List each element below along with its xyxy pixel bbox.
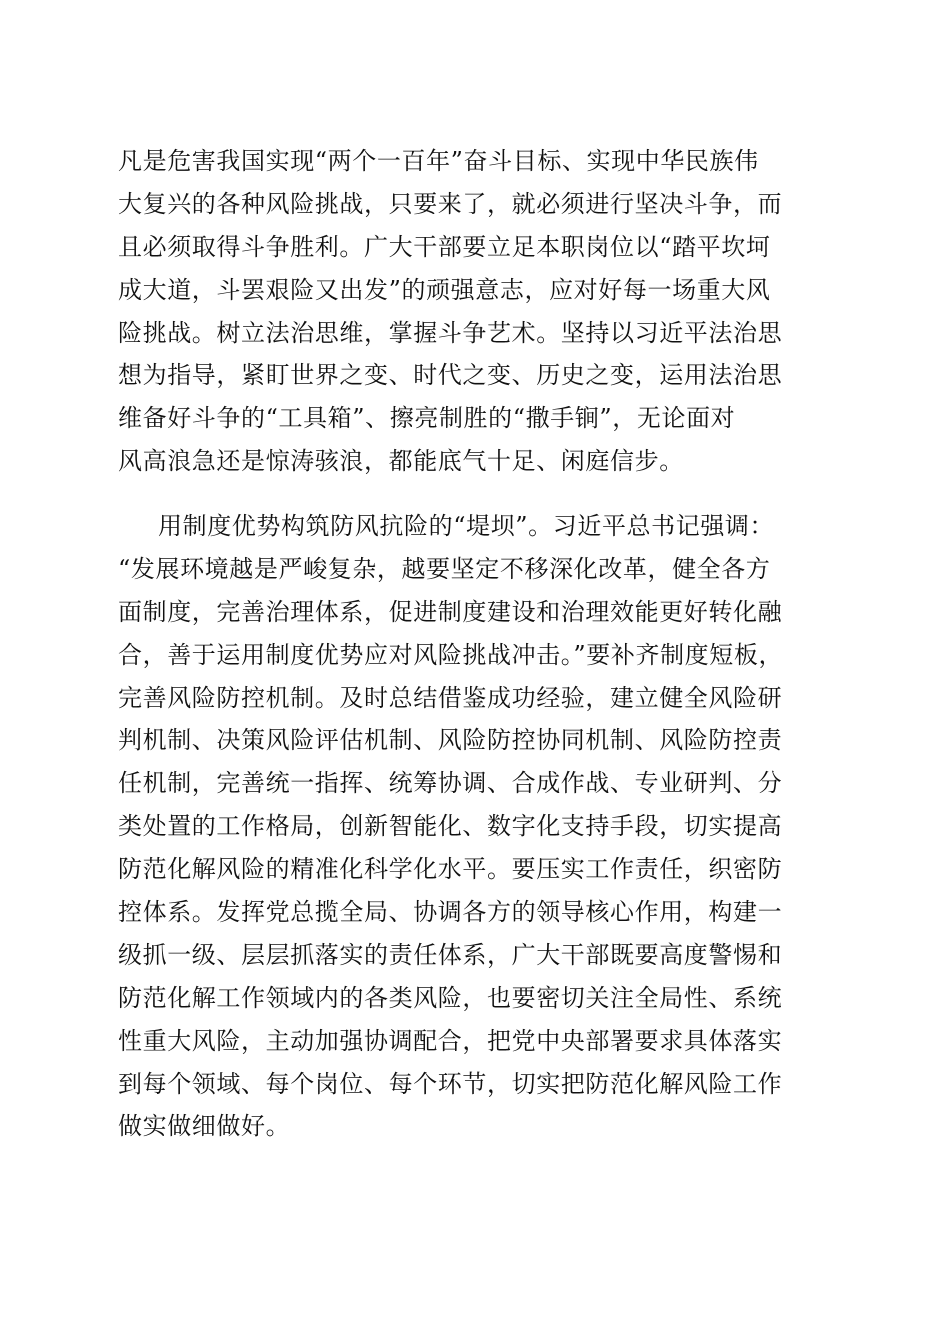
- text-line: 成大道，斗罢艰险又出发”的顽强意志，应对好每一场重大风: [118, 275, 771, 304]
- text-line: 控体系。发挥党总揽全局、协调各方的领导核心作用，构建一: [118, 898, 783, 927]
- text-line: 类处置的工作格局，创新智能化、数字化支持手段，切实提高: [118, 812, 783, 841]
- text-line: 风高浪急还是惊涛骇浪，都能底气十足、闲庭信步。: [118, 447, 684, 476]
- text-line: 面制度，完善治理体系，促进制度建设和治理效能更好转化融: [118, 597, 783, 626]
- paragraph-heading-line: 用制度优势构筑防风抗险的“堤坝”。习近平总书记强调：: [158, 512, 775, 540]
- text-line: 到每个领域、每个岗位、每个环节，切实把防范化解风险工作: [118, 1069, 783, 1098]
- paragraph-2: [118, 505, 838, 1148]
- text-line: 维备好斗争的“工具箱”、擦亮制胜的“撒手锏”，无论面对: [118, 404, 736, 433]
- paragraph-1: [118, 140, 838, 483]
- text-line: 级抓一级、层层抓落实的责任体系，广大干部既要高度警惕和: [118, 940, 783, 969]
- text-line: “发展环境越是严峻复杂，越要坚定不移深化改革，健全各方: [118, 554, 771, 583]
- text-line: 任机制，完善统一指挥、统筹协调、合成作战、专业研判、分: [118, 769, 783, 798]
- text-line: 大复兴的各种风险挑战，只要来了，就必须进行坚决斗争，而: [118, 189, 783, 218]
- text-line: 判机制、决策风险评估机制、风险防控协同机制、风险防控责: [118, 726, 783, 755]
- text-line: 凡是危害我国实现“两个一百年”奋斗目标、实现中华民族伟: [118, 147, 759, 175]
- text-line: 合，善于运用制度优势应对风险挑战冲击。”要补齐制度短板，: [118, 640, 784, 669]
- text-line: 且必须取得斗争胜利。广大干部要立足本职岗位以“踏平坎坷: [118, 232, 771, 261]
- text-line: 做实做细做好。: [118, 1112, 291, 1141]
- text-line: 想为指导，紧盯世界之变、时代之变、历史之变，运用法治思: [118, 361, 783, 390]
- text-line: 完善风险防控机制。及时总结借鉴成功经验，建立健全风险研: [118, 683, 783, 712]
- text-line: 性重大风险，主动加强协调配合，把党中央部署要求具体落实: [118, 1026, 783, 1055]
- text-line: 险挑战。树立法治思维，掌握斗争艺术。坚持以习近平法治思: [118, 318, 783, 347]
- text-line: 防范化解风险的精准化科学化水平。要压实工作责任，织密防: [118, 855, 783, 884]
- text-line: 防范化解工作领域内的各类风险，也要密切关注全局性、系统: [118, 983, 783, 1012]
